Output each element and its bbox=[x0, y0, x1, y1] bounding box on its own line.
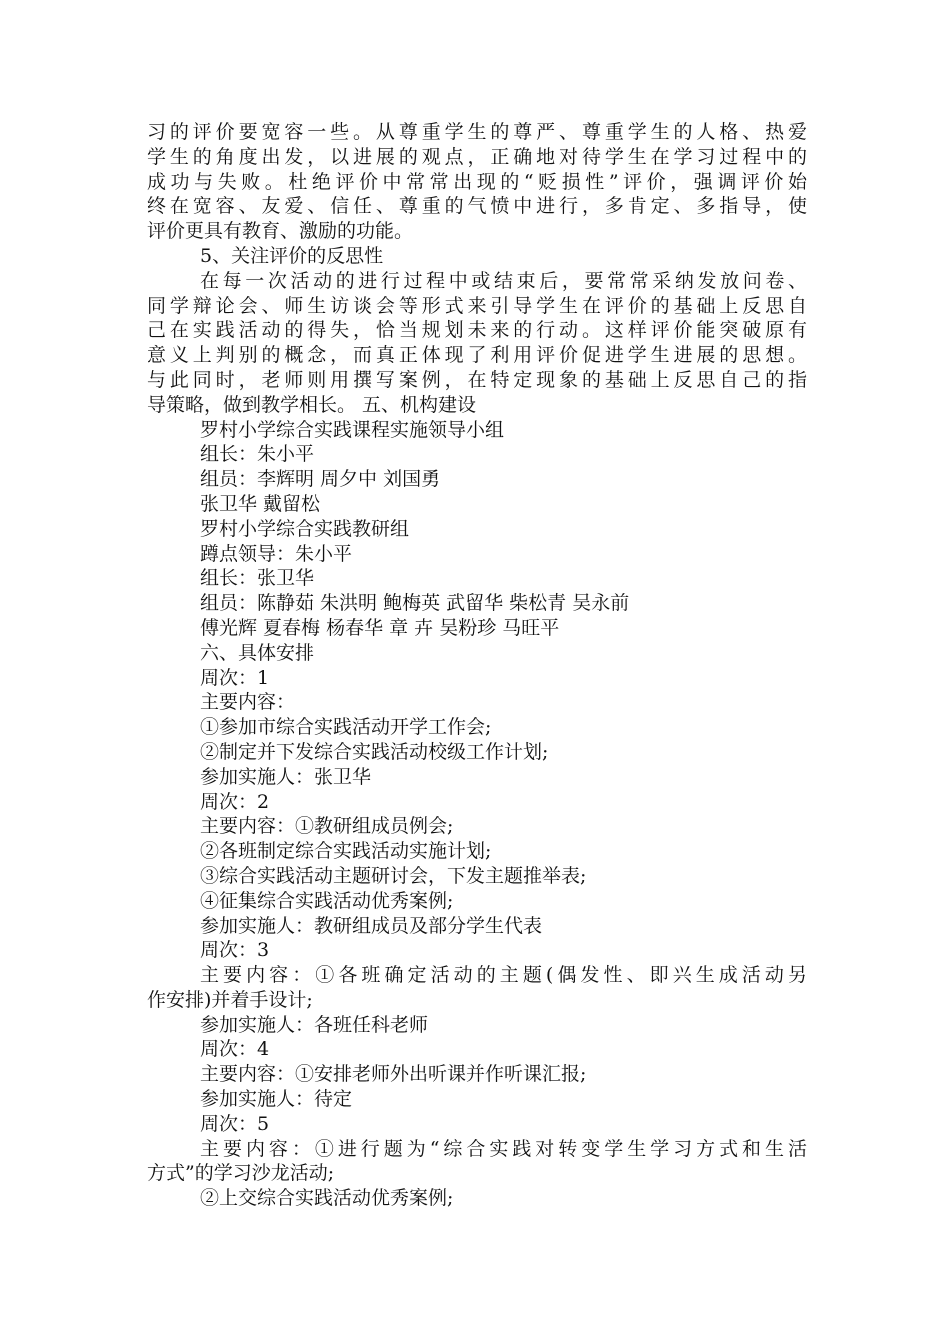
text-line: 六、具体安排 bbox=[200, 641, 315, 664]
text-line: 参加实施人：张卫华 bbox=[200, 765, 372, 788]
text-line: 评价更具有教育、激励的功能。 bbox=[147, 220, 414, 243]
text-line: 组长：张卫华 bbox=[200, 567, 315, 590]
text-line: 主要内容：①进行题为“综合实践对转变学生学习方式和生活 bbox=[200, 1137, 807, 1160]
text-line: 主要内容：①安排老师外出听课并作听课汇报; bbox=[200, 1063, 587, 1086]
text-line: 罗村小学综合实践课程实施领导小组 bbox=[200, 418, 505, 441]
text-line: 组员：李辉明 周夕中 刘国勇 bbox=[200, 468, 441, 491]
text-line: 周次：1 bbox=[200, 666, 270, 689]
text-line: 参加实施人：各班任科老师 bbox=[200, 1013, 429, 1036]
text-line: 参加实施人：待定 bbox=[200, 1088, 353, 1111]
text-line: ④征集综合实践活动优秀案例; bbox=[200, 889, 454, 912]
document-page bbox=[147, 120, 807, 1211]
text-line: 主要内容： bbox=[200, 691, 296, 714]
text-line: 蹲点领导：朱小平 bbox=[200, 542, 353, 565]
text-line: 同学辩论会、师生访谈会等形式来引导学生在评价的基础上反思自 bbox=[147, 294, 807, 317]
text-line: 周次：3 bbox=[200, 939, 270, 962]
text-line: ②上交综合实践活动优秀案例; bbox=[200, 1187, 454, 1210]
text-line: 周次：5 bbox=[200, 1112, 270, 1135]
text-line: 作安排)并着手设计; bbox=[147, 988, 313, 1011]
text-line: 周次：2 bbox=[200, 790, 270, 813]
text-line: ③综合实践活动主题研讨会，下发主题推举表; bbox=[200, 864, 587, 887]
text-line: 主要内容：①各班确定活动的主题(偶发性、即兴生成活动另 bbox=[200, 964, 807, 987]
text-line: 己在实践活动的得失，恰当规划未来的行动。这样评价能突破原有 bbox=[147, 319, 807, 342]
text-line: 在每一次活动的进行过程中或结束后，要常常采纳发放问卷、 bbox=[200, 269, 807, 292]
text-line: 方式”的学习沙龙活动; bbox=[147, 1162, 335, 1185]
text-line: 习的评价要宽容一些。从尊重学生的尊严、尊重学生的人格、热爱 bbox=[147, 121, 807, 143]
text-line: 周次：4 bbox=[200, 1038, 270, 1061]
text-line: 意义上判别的概念，而真正体现了利用评价促进学生进展的思想。 bbox=[147, 344, 807, 367]
text-line: 参加实施人：教研组成员及部分学生代表 bbox=[200, 914, 543, 937]
text-line: 傅光辉 夏春梅 杨春华 章 卉 吴粉珍 马旺平 bbox=[200, 616, 560, 639]
text-line: 5、关注评价的反思性 bbox=[200, 244, 384, 267]
text-line: 组员：陈静茹 朱洪明 鲍梅英 武留华 柴松青 吴永前 bbox=[200, 592, 630, 615]
text-line: 主要内容：①教研组成员例会; bbox=[200, 815, 454, 838]
text-line: 学生的角度出发，以进展的观点，正确地对待学生在学习过程中的 bbox=[147, 145, 807, 168]
text-line: 导策略，做到教学相长。 五、机构建设 bbox=[147, 393, 477, 416]
text-line: 组长：朱小平 bbox=[200, 443, 315, 466]
text-line: 终在宽容、友爱、信任、尊重的气愤中进行，多肯定、多指导，使 bbox=[147, 195, 807, 218]
text-line: 与此同时，老师则用撰写案例，在特定现象的基础上反思自己的指 bbox=[147, 368, 807, 391]
text-line: 成功与失败。杜绝评价中常常出现的“贬损性”评价，强调评价始 bbox=[147, 170, 807, 193]
text-line: 罗村小学综合实践教研组 bbox=[200, 517, 410, 540]
text-line: ②制定并下发综合实践活动校级工作计划; bbox=[200, 740, 549, 763]
text-line: 张卫华 戴留松 bbox=[200, 492, 321, 515]
text-line: ②各班制定综合实践活动实施计划; bbox=[200, 840, 492, 863]
text-line: ①参加市综合实践活动开学工作会; bbox=[200, 716, 492, 739]
